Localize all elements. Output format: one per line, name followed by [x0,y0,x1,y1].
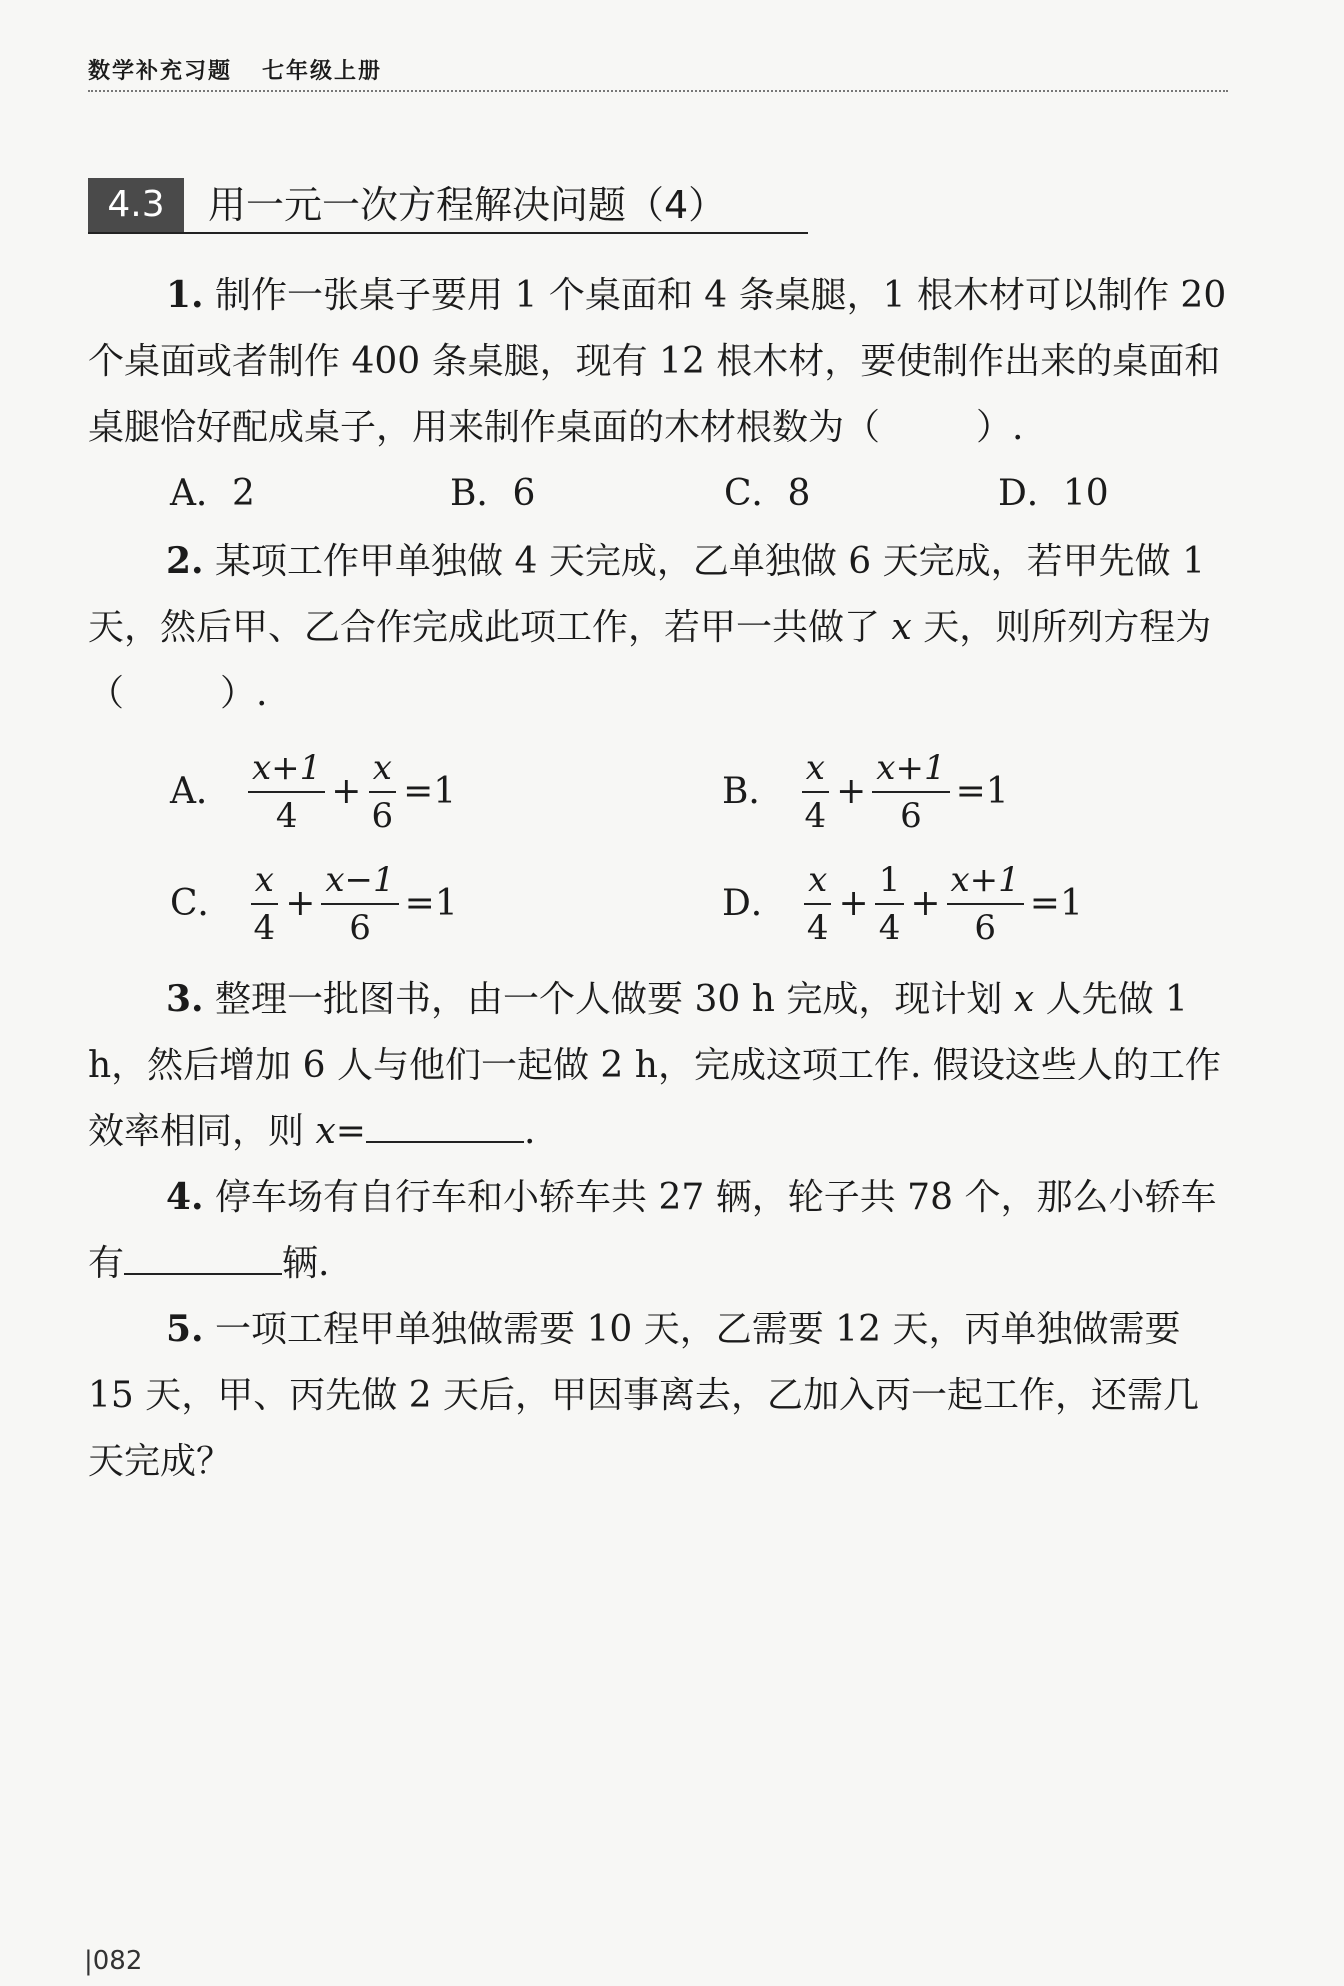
answer-blank[interactable] [124,1237,282,1275]
question-2-options [88,736,1228,960]
question-5-text: 一项工程甲单独做需要 10 天，乙需要 12 天，丙单独做需要 15 天，甲、丙先做 2 天后，甲因事离去，乙加入丙一起工作，还需几天完成？ [88,1309,1200,1482]
option-d: D．10 [998,473,1109,514]
question-3-text: 整理一批图书，由一个人做要 30 h 完成，现计划 [215,979,1003,1020]
option-d: D． $\frac{x}{4}$ + $\frac{1}{4}$ + $\frac{x+1}{6}$ =1 [722,860,1083,948]
paren-close: ）. [976,407,1024,448]
question-4-number: 4. [166,1176,204,1218]
book-title: 数学补充习题 [88,59,233,84]
answer-blank[interactable] [366,1105,524,1143]
variable-x: x [315,1111,336,1152]
variable-x: x [891,607,912,648]
question-2-text: 某项工作甲单独做 4 天完成，乙单独做 6 天完成，若甲先做 1 天，然后甲、乙合作完成此项工作，若甲一共做了 [88,541,1205,648]
question-1 [88,262,1228,527]
question-4-text: 停车场有自行车和小轿车共 27 辆，轮子共 78 个，那么小轿车有 [88,1177,1217,1284]
question-5-number: 5. [166,1308,204,1350]
question-1-options [88,461,1228,527]
question-2-number: 2. [166,540,204,582]
section-heading [88,178,808,234]
question-2-text-cont: 天，则所列方程为（ [88,607,1212,714]
question-5 [88,1296,1228,1495]
option-b: B． $\frac{x}{4}$ + $\frac{x+1}{6}$ =1 [722,748,1009,836]
option-c: C． $\frac{x}{4}$ + $\frac{x-1}{6}$ =1 [170,860,458,948]
option-b: B．6 [450,473,536,514]
option-c: C．8 [724,473,811,514]
page-number: |082 [84,1946,143,1976]
question-4: 4. 停车场有自行车和小轿车共 27 辆，轮子共 78 个，那么小轿车有 辆. [88,1176,1217,1284]
question-1-number: 1. [166,274,204,316]
question-2 [88,528,1228,727]
question-3-text-cont: 人先做 1 h，然后增加 6 人与他们一起做 2 h，完成这项工作. 假设这些人的工作效率相同，则 [88,979,1221,1152]
variable-x: x [1013,979,1035,1020]
question-3-number: 3. [166,978,204,1020]
question-3: 3. 整理一批图书，由一个人做要 30 h 完成，现计划 x 人先做 1 h，然后增加 6 人与他们一起做 2 h，完成这项工作. 假设这些人的工作效率相同，则 x= . [88,978,1221,1152]
section-number: 4.3 [88,178,184,232]
header-divider [88,90,1228,92]
running-header [88,54,1228,85]
grade-label: 七年级上册 [262,59,383,84]
question-1-text: 制作一张桌子要用 1 个桌面和 4 条桌腿，1 根木材可以制作 20 个桌面或者制作 400 条桌腿，现有 12 根木材，要使制作出来的桌面和桌腿恰好配成桌子，用来制作桌面的木材根数为（ [88,275,1227,448]
section-title: 用一元一次方程解决问题（4） [208,183,727,227]
option-a: A．2 [170,473,255,514]
paren-close: ）. [220,673,268,714]
option-a: A． $\frac{x+1}{4}$ + $\frac{x}{6}$ =1 [170,748,457,836]
